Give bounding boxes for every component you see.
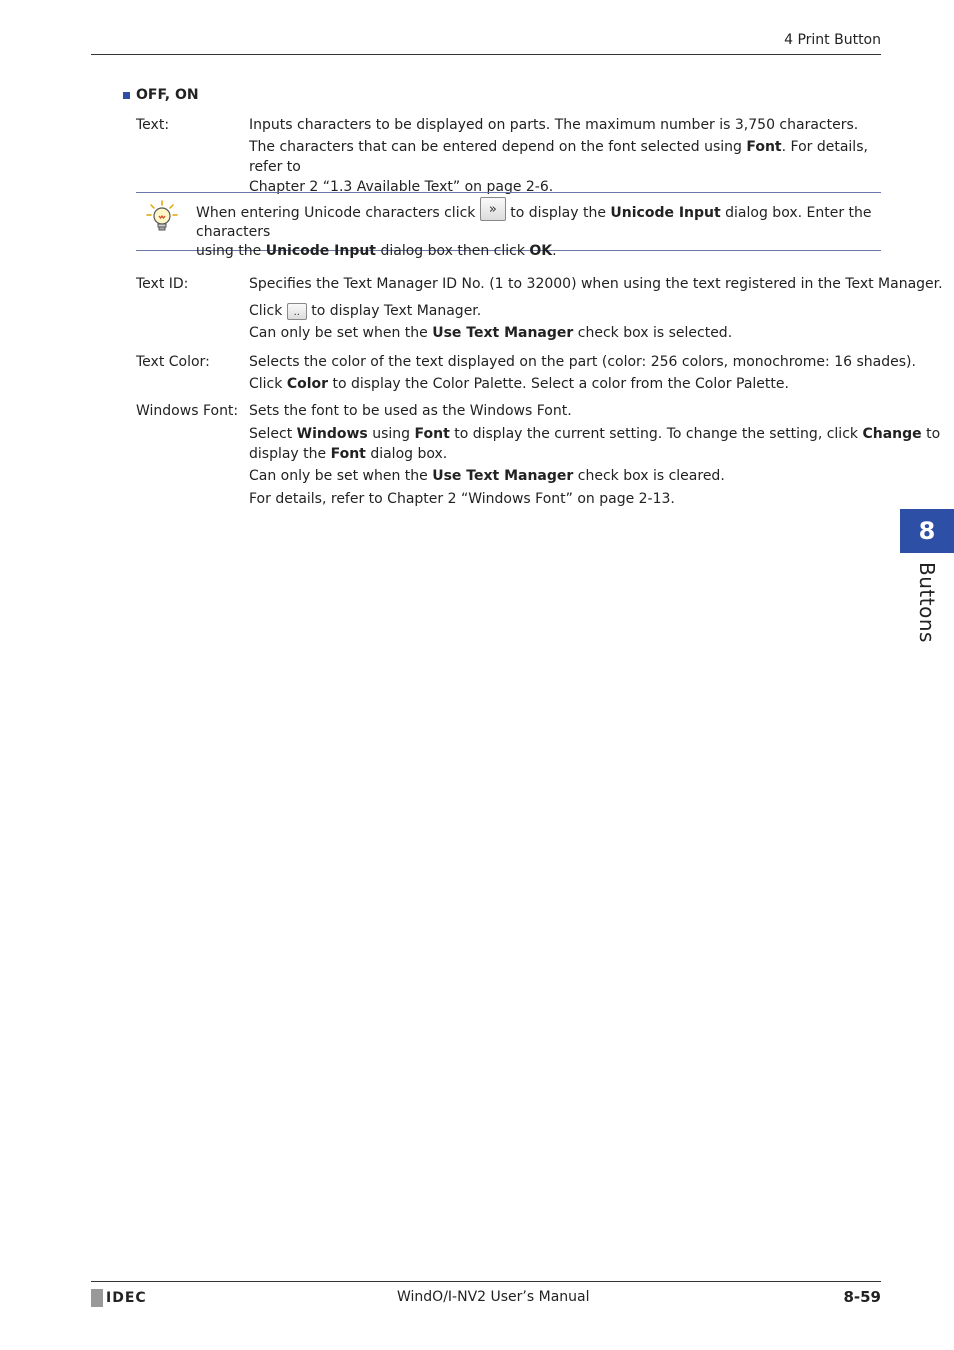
note-part-1: When entering Unicode characters click bbox=[196, 205, 480, 221]
chapter-tab-label bbox=[900, 562, 954, 642]
tip-note-text bbox=[196, 204, 881, 261]
wf-l2-b1: Windows bbox=[296, 426, 368, 442]
note-bold-3: OK bbox=[529, 243, 553, 259]
manual-title: WindO/I-NV2 User’s Manual bbox=[397, 1289, 590, 1305]
wf-l4-bold: Use Text Manager bbox=[432, 468, 574, 484]
windows-font-description bbox=[249, 401, 941, 509]
wf-l2-b3: Change bbox=[862, 426, 922, 442]
unicode-button-glyph: » bbox=[488, 202, 497, 217]
tip-note bbox=[136, 192, 881, 259]
note-part-6: . bbox=[552, 243, 557, 259]
text-id-line-1: Specifies the Text Manager ID No. (1 to 32000) when using the text registered in the Text Manager. bbox=[249, 276, 943, 292]
note-bold-2: Unicode Input bbox=[265, 243, 377, 259]
logo-mark-icon bbox=[91, 1289, 103, 1307]
lightbulb-icon bbox=[146, 200, 178, 238]
note-part-5: dialog box then click bbox=[376, 243, 530, 259]
text-line-2 bbox=[249, 137, 882, 177]
footer-rule bbox=[91, 1281, 881, 1282]
browse-button-icon bbox=[287, 303, 307, 320]
windows-font-line-3 bbox=[249, 444, 882, 464]
text-description bbox=[249, 115, 882, 197]
idec-logo bbox=[91, 1289, 147, 1307]
wf-l2-a: Select bbox=[249, 426, 297, 442]
text-id-line-3 bbox=[249, 323, 882, 343]
text-line-1: Inputs characters to be displayed on parts. The maximum number is 3,750 characters. bbox=[249, 117, 859, 133]
text-color-line-2 bbox=[249, 374, 882, 394]
header-rule bbox=[91, 54, 881, 55]
text-id-line-2-post: to display Text Manager. bbox=[306, 303, 482, 319]
text-color-line-2-post: to display the Color Palette. Select a color from the Color Palette. bbox=[328, 376, 789, 392]
text-id-line-3-post: check box is selected. bbox=[573, 325, 733, 341]
running-header: 4 Print Button bbox=[784, 32, 881, 48]
square-bullet-icon bbox=[123, 92, 130, 99]
text-color-line-2-pre: Click bbox=[249, 376, 287, 392]
text-id-description bbox=[249, 274, 943, 343]
note-bold-1: Unicode Input bbox=[610, 205, 721, 221]
text-id-line-2-pre: Click bbox=[249, 303, 287, 319]
wf-l3-bold: Font bbox=[330, 446, 366, 462]
text-line-2-bold: Font bbox=[746, 139, 782, 155]
note-part-2: to display the bbox=[505, 205, 611, 221]
logo-text: IDEC bbox=[106, 1290, 147, 1306]
text-color-description bbox=[249, 352, 916, 394]
wf-l4-post: check box is cleared. bbox=[573, 468, 725, 484]
text-color-line-1: Selects the color of the text displayed on the part (color: 256 colors, monochrome: 16 shades). bbox=[249, 354, 916, 370]
wf-l4-pre: Can only be set when the bbox=[249, 468, 433, 484]
note-part-3: dialog box. Enter the characters bbox=[196, 205, 872, 240]
text-label: Text: bbox=[136, 117, 170, 133]
wf-l2-c: using bbox=[367, 426, 415, 442]
chapter-tab-label-text: Buttons bbox=[915, 562, 939, 643]
windows-font-line-2 bbox=[249, 424, 941, 444]
text-line-2-pre: The characters that can be entered depend on the font selected using bbox=[249, 139, 747, 155]
chapter-tab-number: 8 bbox=[900, 509, 954, 553]
text-id-line-3-pre: Can only be set when the bbox=[249, 325, 433, 341]
text-id-line-3-bold: Use Text Manager bbox=[432, 325, 574, 341]
note-part-4: using the bbox=[196, 243, 266, 259]
wf-l3-post: dialog box. bbox=[365, 446, 448, 462]
wf-l2-b2: Font bbox=[414, 426, 450, 442]
text-line-3: Chapter 2 “1.3 Available Text” on page 2-6. bbox=[249, 179, 554, 195]
windows-font-line-1: Sets the font to be used as the Windows Font. bbox=[249, 403, 572, 419]
text-id-label: Text ID: bbox=[136, 276, 189, 292]
windows-font-line-5: For details, refer to Chapter 2 “Windows Font” on page 2-13. bbox=[249, 491, 675, 507]
text-line-2-post: . For details, refer to bbox=[249, 139, 868, 175]
text-color-label: Text Color: bbox=[136, 354, 210, 370]
wf-l3-pre: display the bbox=[249, 446, 331, 462]
text-id-line-2 bbox=[249, 301, 882, 321]
windows-font-label: Windows Font: bbox=[136, 403, 239, 419]
wf-l2-e: to bbox=[921, 426, 941, 442]
unicode-input-button-icon bbox=[480, 197, 506, 221]
section-heading bbox=[123, 87, 199, 103]
windows-font-line-4 bbox=[249, 466, 882, 486]
browse-button-glyph: .. bbox=[293, 306, 300, 318]
page-number: 8-59 bbox=[843, 1288, 881, 1306]
text-color-line-2-bold: Color bbox=[286, 376, 329, 392]
wf-l2-d: to display the current setting. To change the setting, click bbox=[449, 426, 863, 442]
section-heading-text: OFF, ON bbox=[136, 87, 199, 103]
